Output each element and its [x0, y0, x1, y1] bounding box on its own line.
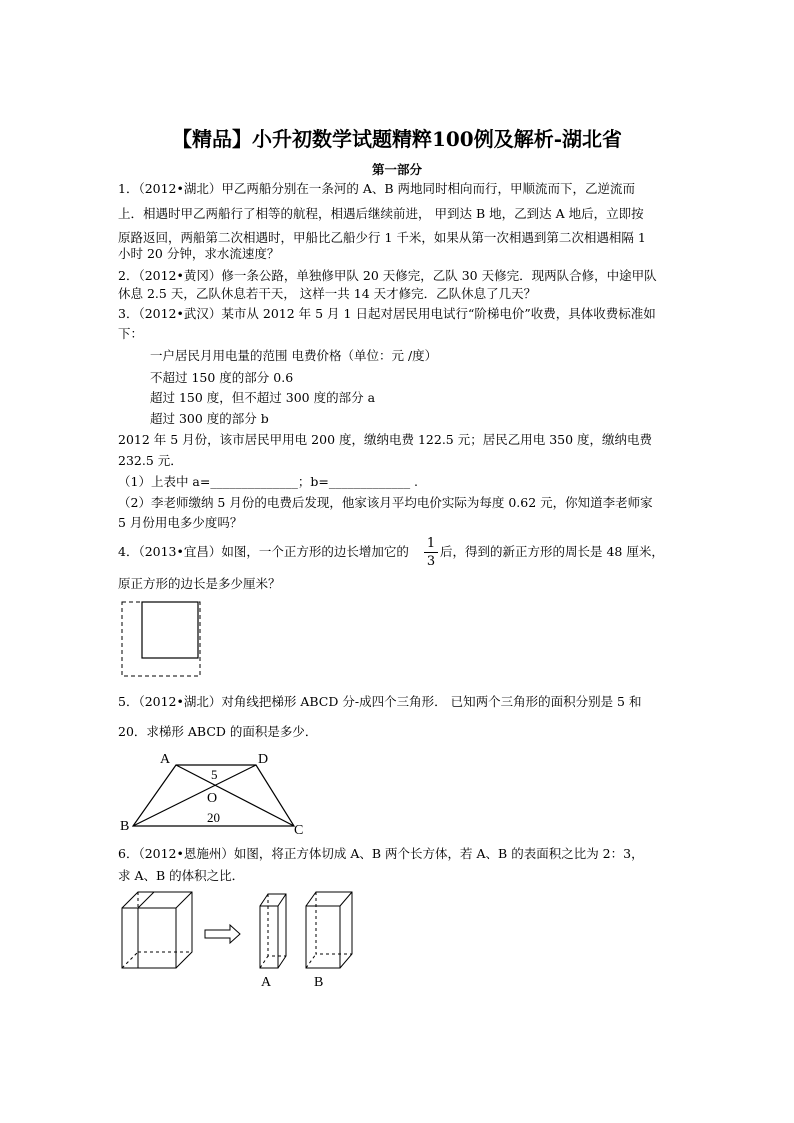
- q5-line-1: 5．（2012•湖北）对角线把梯形 ABCD 分-成四个三角形． 已知两个三角形的面积分别是 5 和: [118, 694, 642, 709]
- area-top-label: 5: [211, 767, 218, 782]
- q6-line-2: 求 A、B 的体积之比．: [118, 868, 245, 883]
- q1-line-2: 上．相遇时甲乙两船行了相等的航程，相遇后继续前进， 甲到达 B 地，乙到达 A 地后，立即按: [118, 206, 644, 221]
- q1-line-3: 原路返回，两船第二次相遇时，甲船比乙船少行 1 千米，如果从第一次相遇到第二次相遇相隔 1: [118, 230, 646, 245]
- q4-line-2: 原正方形的边长是多少厘米？: [118, 576, 281, 591]
- fraction-bar: [424, 552, 438, 553]
- fraction-denominator: 3: [426, 554, 436, 569]
- q6-line-1: 6．（2012•恩施州）如图，将正方体切成 A、B 两个长方体，若 A、B 的表面积之比为 2：3，: [118, 846, 644, 861]
- cuboid-b-label: B: [314, 975, 324, 990]
- q3-part-2-cont: 5 月份用电多少度吗？: [118, 515, 243, 530]
- table-header: 一户居民月用电量的范围 电费价格（单位：元 /度）: [150, 348, 438, 363]
- cube-diagram: [118, 888, 368, 990]
- center-o-label: O: [207, 791, 218, 806]
- area-bottom-label: 20: [207, 810, 220, 825]
- page-title: 【精品】小升初数学试题精粹100例及解析-湖北省: [171, 127, 623, 151]
- table-row-3: 超过 300 度的部分 b: [150, 411, 269, 426]
- cuboid-b-figure: [306, 892, 352, 968]
- vertex-c-label: C: [294, 823, 304, 838]
- vertex-a-label: A: [160, 752, 171, 767]
- q3-part-1: （1）上表中 a=______________；b=_____________ .: [118, 474, 419, 489]
- trapezoid-diagram: [118, 750, 318, 840]
- fraction-numerator: 1: [426, 536, 436, 551]
- q2-line-1: 2．（2012•黄冈）修一条公路，单独修甲队 20 天修完，乙队 30 天修完．现两队合修，中途甲队: [118, 268, 657, 283]
- q4-line-1b: 后，得到的新正方形的周长是 48 厘米，: [440, 544, 664, 559]
- vertex-b-label: B: [120, 819, 130, 834]
- q1-line-4: 小时 20 分钟，求水流速度？: [118, 246, 280, 261]
- vertex-d-label: D: [258, 752, 269, 767]
- arrow-icon: [205, 925, 240, 943]
- q4-line-1a: 4．（2013•宜昌）如图，一个正方形的边长增加它的: [118, 544, 409, 559]
- q3-line-1: 3．（2012•武汉）某市从 2012 年 5 月 1 日起对居民用电试行“阶梯电价”收费，具体收费标准如: [118, 306, 656, 321]
- q1-line-1: 1．（2012•湖北）甲乙两船分别在一条河的 A、B 两地同时相向而行，甲顺流而下，乙逆流而: [118, 181, 636, 196]
- enlarged-square-dashed: [122, 602, 200, 676]
- cuboid-a-figure: [260, 894, 286, 968]
- q3-line-3: 2012 年 5 月份，该市居民甲用电 200 度，缴纳电费 122.5 元；居民乙用电 350 度，缴纳电费: [118, 432, 653, 447]
- cube-figure: [122, 892, 192, 968]
- q5-line-2: 20．求梯形 ABCD 的面积是多少．: [118, 724, 318, 739]
- q3-part-2: （2）李老师缴纳 5 月份的电费后发现，他家该月平均电价实际为每度 0.62 元，你知道李老师家: [118, 495, 653, 510]
- table-row-1: 不超过 150 度的部分 0.6: [150, 370, 294, 385]
- q3-line-2: 下：: [118, 326, 144, 341]
- cuboid-a-label: A: [261, 975, 272, 990]
- square-diagram: [118, 598, 208, 680]
- q2-line-2: 休息 2.5 天，乙队休息若干天， 这样一共 14 天才修完．乙队休息了几天？: [118, 286, 537, 301]
- q3-line-4: 232.5 元．: [118, 453, 183, 468]
- section-heading: 第一部分: [371, 162, 422, 177]
- original-square: [142, 602, 198, 658]
- table-row-2: 超过 150 度，但不超过 300 度的部分 a: [150, 390, 376, 405]
- fraction-one-third: [424, 536, 438, 569]
